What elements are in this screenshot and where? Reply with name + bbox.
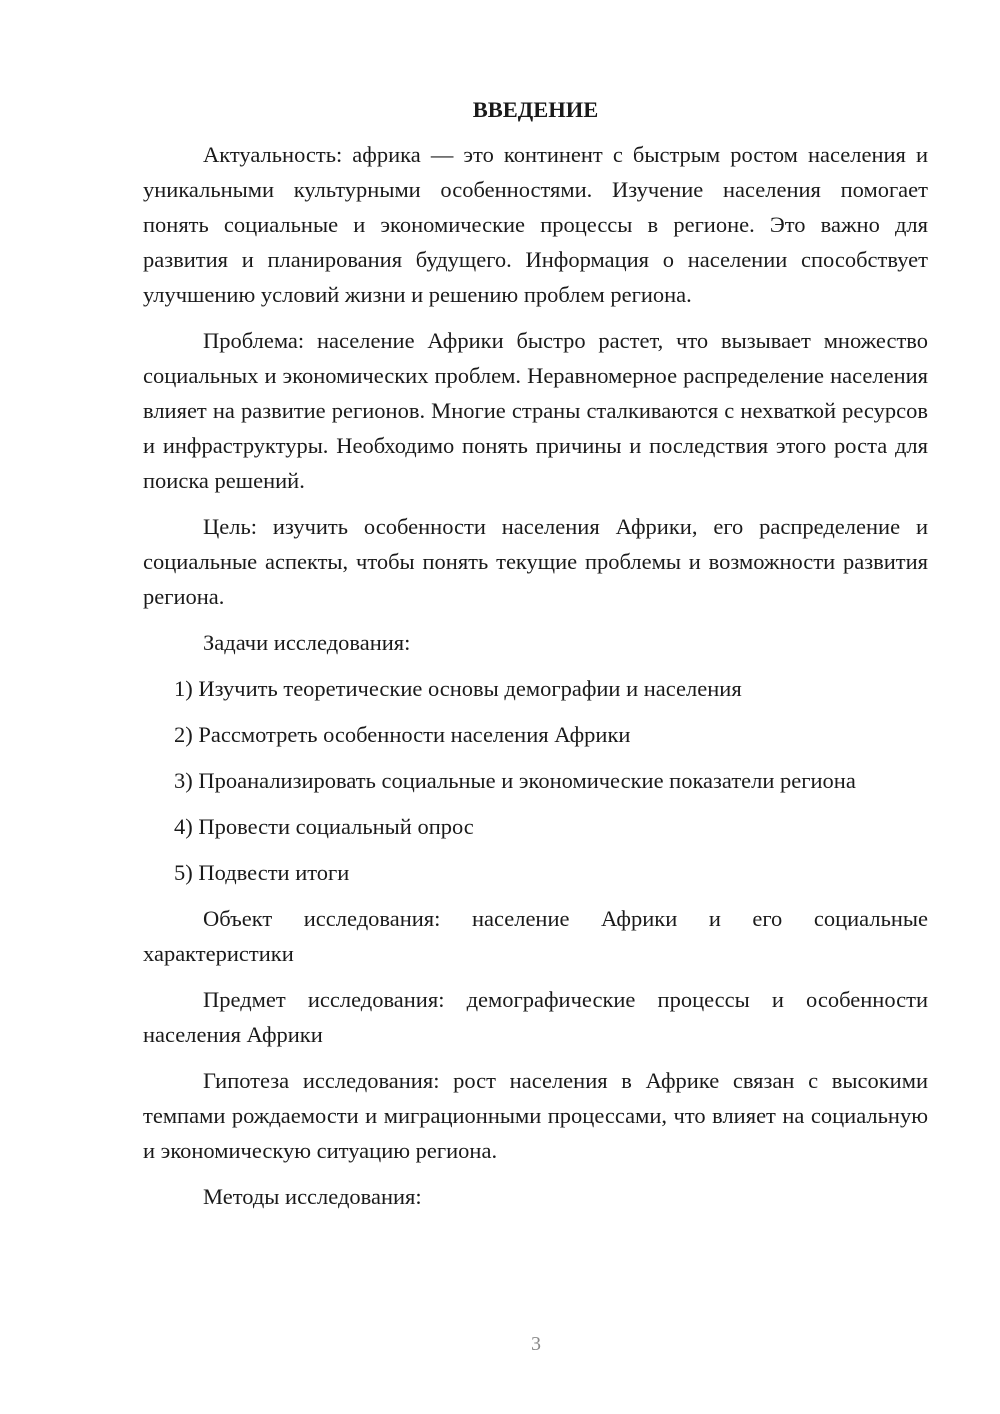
section-title: ВВЕДЕНИЕ bbox=[472, 97, 599, 122]
paragraph-hypothesis: Гипотеза исследования: рост населения в Африке связан с высокими темпами рождаемости и миграционными процессами, что влияет на социальную и экономическую ситуацию региона. bbox=[143, 1068, 928, 1163]
document-page bbox=[143, 92, 928, 1225]
task-item: 4) Провести социальный опрос bbox=[174, 814, 474, 839]
paragraph-goal: Цель: изучить особенности населения Африки, его распределение и социальные аспекты, чтобы понять текущие проблемы и возможности развития региона. bbox=[143, 514, 928, 609]
paragraph-problem: Проблема: население Африки быстро растет, что вызывает множество социальных и экономических проблем. Неравномерное распределение населения влияет на развитие регионов. Многие страны сталкиваются с нехваткой ресурсов и инфраструктуры. Необходимо понять причины и последствия этого роста для поиска решений. bbox=[143, 328, 928, 493]
task-item: 1) Изучить теоретические основы демографии и населения bbox=[174, 676, 742, 701]
paragraph-methods: Методы исследования: bbox=[203, 1184, 422, 1209]
paragraph-relevance: Актуальность: африка — это континент с быстрым ростом населения и уникальными культурными особенностями. Изучение населения помогает понять социальные и экономические процессы в регионе. Это важно для развития и планирования будущего. Информация о населении способствует улучшению условий жизни и решению проблем региона. bbox=[143, 142, 928, 307]
task-item: 5) Подвести итоги bbox=[174, 860, 350, 885]
page-number: 3 bbox=[531, 1333, 541, 1355]
paragraph-tasks-heading: Задачи исследования: bbox=[203, 630, 411, 655]
task-item: 2) Рассмотреть особенности населения Африки bbox=[174, 722, 631, 747]
paragraph-object: Объект исследования: население Африки и его социальные характеристики bbox=[143, 906, 928, 966]
task-item: 3) Проанализировать социальные и экономические показатели региона bbox=[174, 768, 856, 793]
paragraph-subject: Предмет исследования: демографические процессы и особенности населения Африки bbox=[143, 987, 928, 1047]
